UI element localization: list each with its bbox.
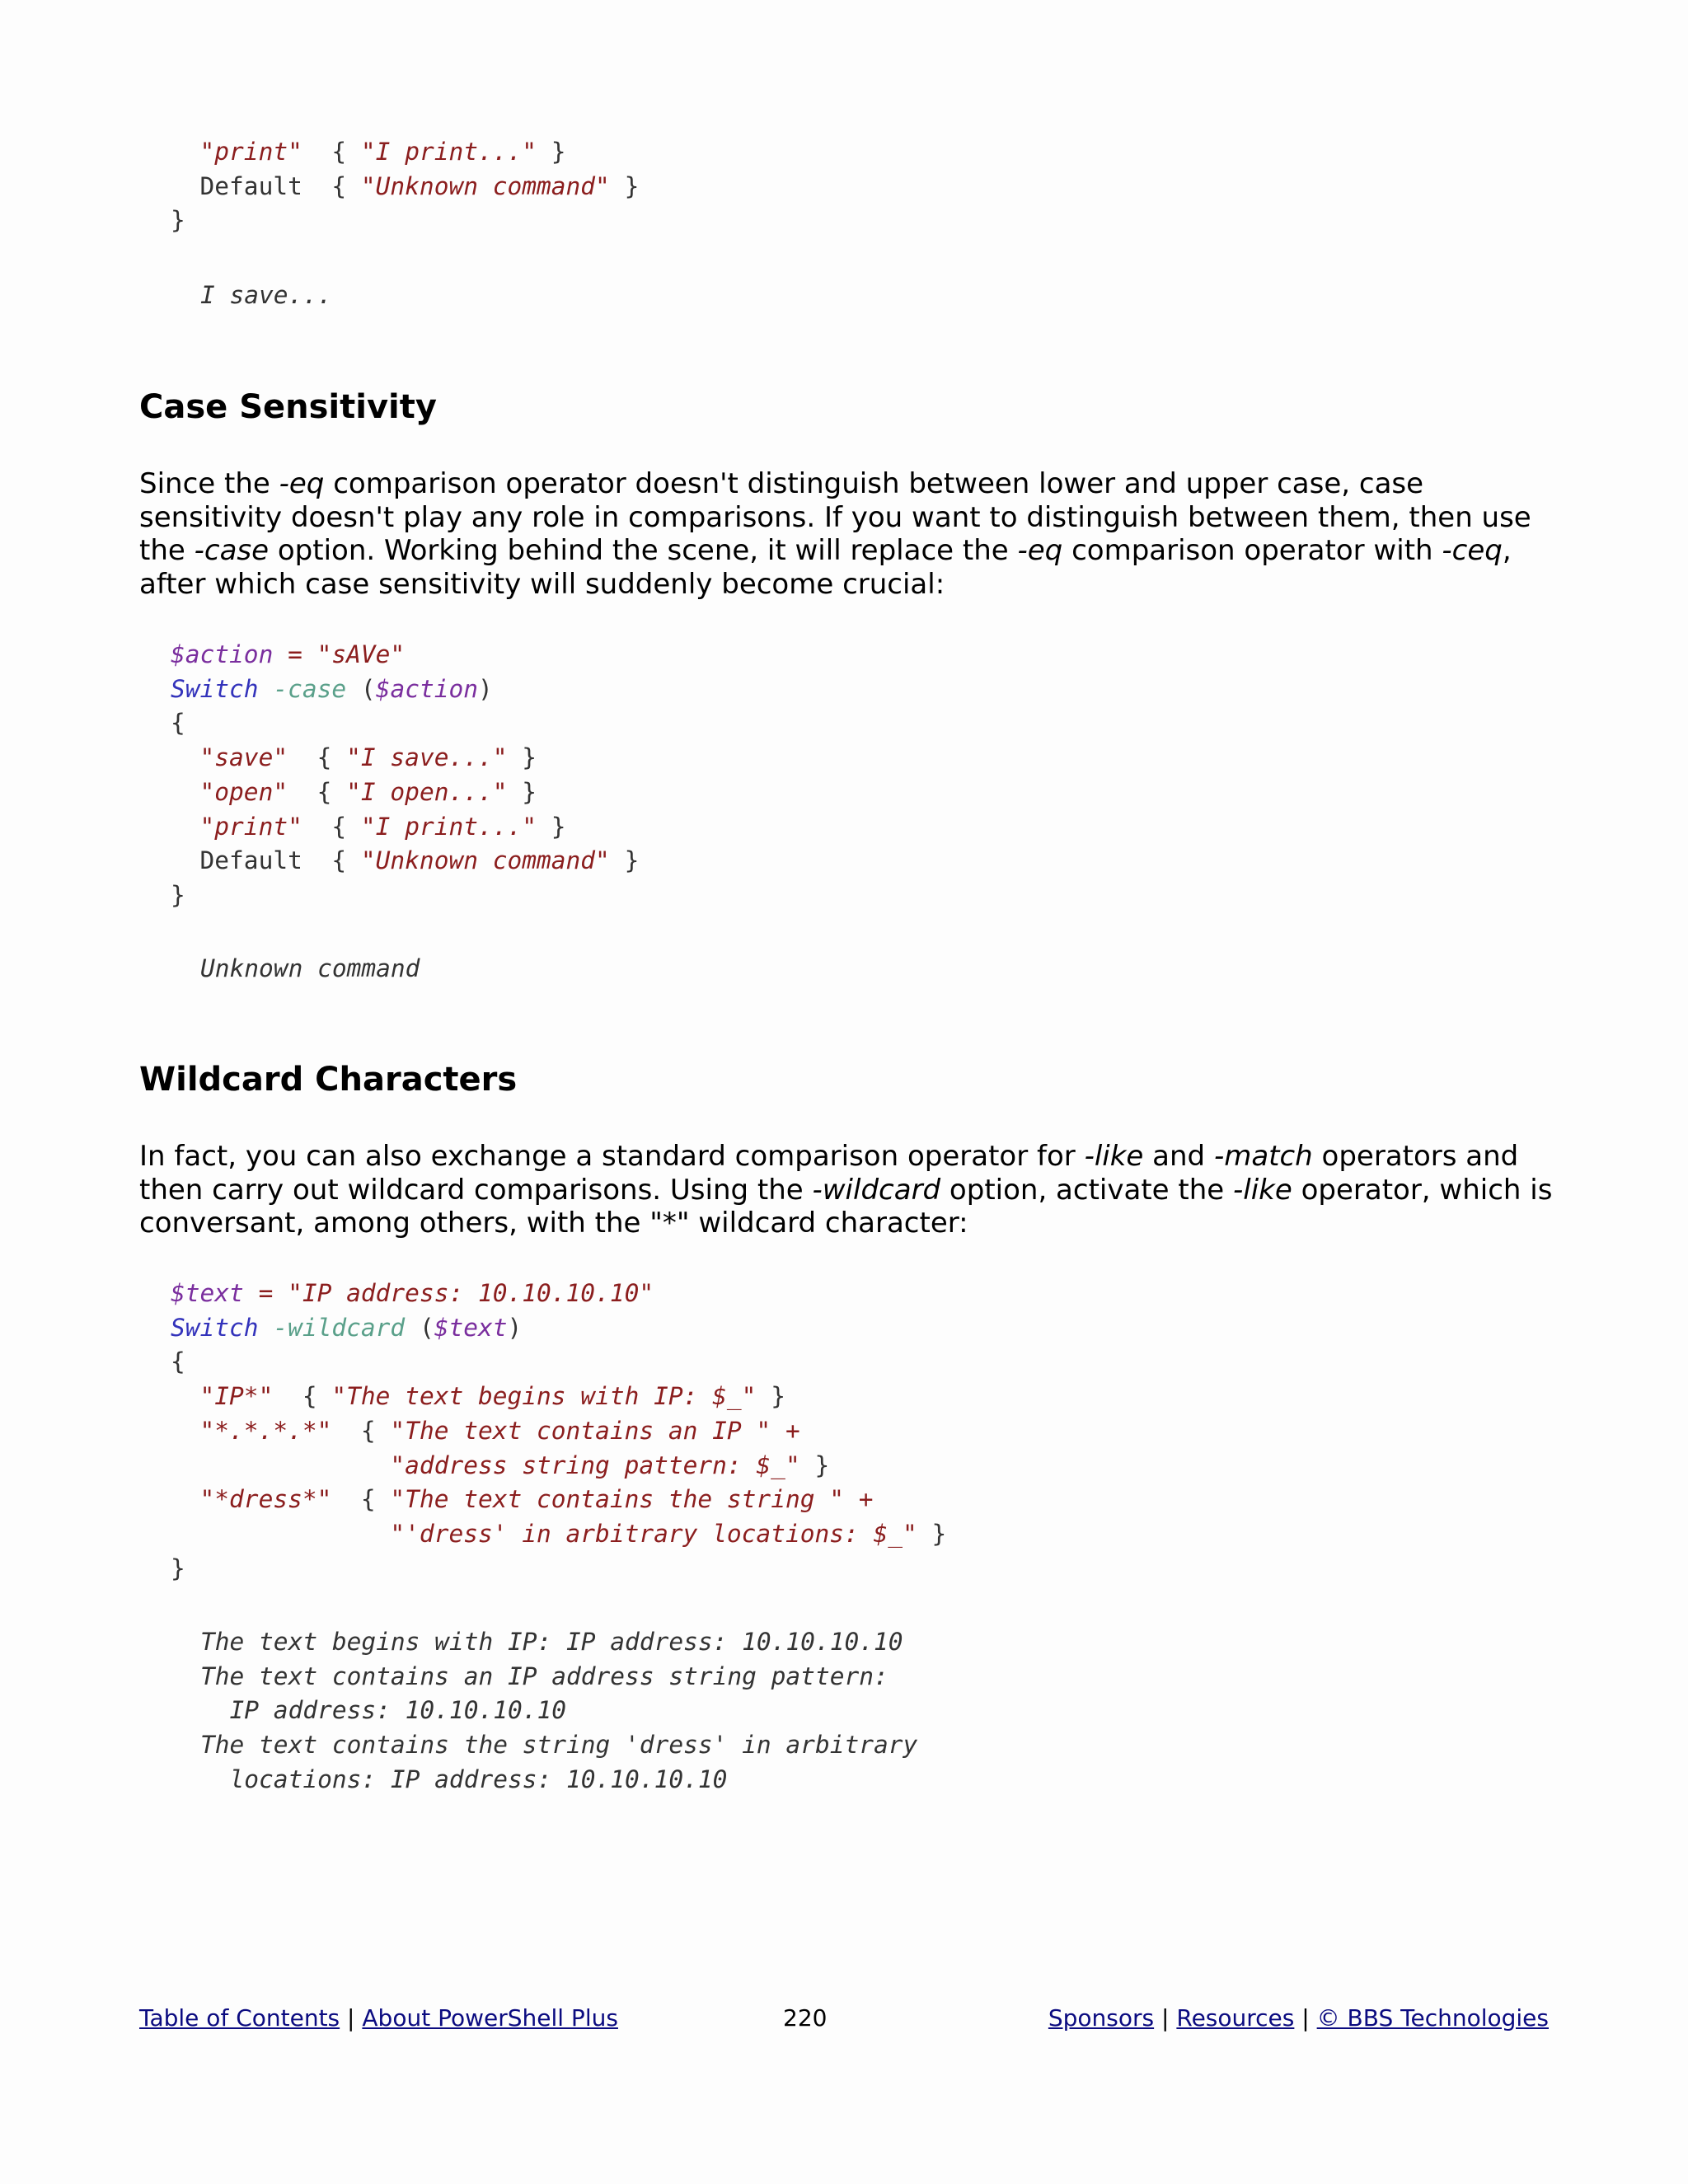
code-token: { bbox=[331, 1416, 391, 1445]
code-token: = "IP address: 10.10.10.10" bbox=[243, 1279, 654, 1307]
code-line bbox=[171, 1347, 185, 1376]
code-line bbox=[171, 1485, 874, 1513]
footer-separator: | bbox=[1161, 2004, 1170, 2032]
italic-term: -case bbox=[194, 534, 270, 567]
output-line: I save... bbox=[200, 281, 332, 309]
code-block-case bbox=[171, 638, 639, 913]
code-line bbox=[171, 1314, 522, 1342]
code-block-top bbox=[171, 135, 639, 238]
about-powershell-plus-link[interactable]: About PowerShell Plus bbox=[362, 2004, 618, 2032]
page-number: 220 bbox=[783, 2004, 828, 2032]
code-line bbox=[171, 1417, 800, 1445]
output-block-3 bbox=[200, 1625, 917, 1797]
code-line bbox=[171, 743, 537, 771]
code-token: "address string pattern: $_" bbox=[171, 1451, 800, 1479]
code-token: "IP*" bbox=[171, 1382, 274, 1411]
footer-separator: | bbox=[1301, 2004, 1310, 2032]
code-token: { bbox=[302, 138, 361, 166]
code-token: } bbox=[171, 880, 185, 909]
code-line bbox=[171, 1279, 654, 1307]
code-token: } bbox=[171, 1554, 185, 1582]
code-token: "Unknown command" bbox=[360, 846, 610, 875]
code-block-wildcard bbox=[171, 1277, 946, 1586]
code-token: Switch bbox=[171, 674, 259, 703]
bbs-technologies-link[interactable]: © BBS Technologies bbox=[1316, 2004, 1549, 2032]
sponsors-link[interactable]: Sponsors bbox=[1048, 2004, 1155, 2032]
footer-separator: | bbox=[347, 2004, 355, 2032]
code-token: { bbox=[302, 812, 361, 841]
code-token: $action bbox=[375, 674, 479, 703]
code-token: } bbox=[799, 1451, 830, 1479]
code-token: ) bbox=[507, 1313, 523, 1342]
code-token: "'dress' in arbitrary locations: $_" bbox=[171, 1519, 917, 1548]
code-line bbox=[171, 1554, 185, 1582]
code-token: "save" bbox=[171, 743, 288, 772]
code-token: } bbox=[507, 743, 537, 772]
code-token: { bbox=[288, 777, 347, 806]
code-line bbox=[171, 640, 405, 668]
italic-term: -eq bbox=[1017, 534, 1063, 567]
code-token: } bbox=[507, 777, 537, 806]
code-token: } bbox=[609, 171, 640, 200]
code-line bbox=[171, 846, 639, 874]
code-token: } bbox=[917, 1519, 947, 1548]
output-line: locations: IP address: 10.10.10.10 bbox=[200, 1765, 728, 1793]
code-line bbox=[171, 1382, 785, 1410]
footer-right-links bbox=[1048, 2004, 1549, 2032]
code-token bbox=[259, 1314, 274, 1342]
code-token: "*.*.*.*" bbox=[171, 1416, 332, 1445]
code-token: "Unknown command" bbox=[360, 171, 610, 200]
italic-term: -match bbox=[1213, 1140, 1313, 1173]
code-token: "I print..." bbox=[360, 138, 537, 166]
code-token: { bbox=[273, 1382, 332, 1411]
code-token: $text bbox=[171, 1279, 244, 1307]
paragraph-wildcard: In fact, you can also exchange a standard comparison operator for -like and -match operators and then carry out wildcard comparisons. Using the -wildcard option, activate the -like operator, which is conversant, among others, with the "*" wildcard character: bbox=[139, 1140, 1553, 1240]
code-token: "I save..." bbox=[346, 743, 508, 772]
code-token: { bbox=[171, 1347, 185, 1376]
code-line bbox=[171, 675, 493, 703]
table-of-contents-link[interactable]: Table of Contents bbox=[139, 2004, 340, 2032]
code-token: $text bbox=[434, 1313, 508, 1342]
code-line bbox=[171, 778, 537, 806]
code-token: } bbox=[537, 138, 566, 166]
code-line bbox=[171, 138, 566, 166]
code-token: ( bbox=[405, 1313, 434, 1342]
footer-left-links bbox=[139, 2004, 618, 2032]
code-token: Default { bbox=[171, 171, 361, 200]
code-token: } bbox=[537, 812, 566, 841]
resources-link[interactable]: Resources bbox=[1176, 2004, 1295, 2032]
code-token: "print" bbox=[171, 138, 302, 166]
code-token: "print" bbox=[171, 812, 302, 841]
output-block-1 bbox=[200, 279, 332, 313]
code-line bbox=[171, 206, 185, 234]
code-line bbox=[171, 813, 566, 841]
code-token: Switch bbox=[171, 1313, 259, 1342]
code-token: "The text contains an IP " + bbox=[390, 1416, 800, 1445]
output-line: Unknown command bbox=[200, 954, 420, 982]
italic-term: -ceq bbox=[1442, 534, 1503, 567]
code-token bbox=[259, 675, 274, 703]
output-line: The text contains the string 'dress' in arbitrary bbox=[200, 1731, 918, 1760]
code-line bbox=[171, 1451, 829, 1479]
output-line: The text contains an IP address string pattern: bbox=[200, 1661, 889, 1690]
code-token: "open" bbox=[171, 777, 288, 806]
code-token: ) bbox=[478, 674, 493, 703]
code-token: Default { bbox=[171, 846, 361, 875]
code-token: "I print..." bbox=[360, 812, 537, 841]
code-token: "I open..." bbox=[346, 777, 508, 806]
code-token: } bbox=[609, 846, 640, 875]
output-line: IP address: 10.10.10.10 bbox=[200, 1696, 567, 1725]
code-token: { bbox=[288, 743, 347, 772]
code-token: { bbox=[171, 709, 185, 738]
code-token: $action bbox=[171, 640, 274, 668]
code-token: ( bbox=[346, 674, 376, 703]
code-token: "*dress*" bbox=[171, 1485, 332, 1514]
output-block-2 bbox=[200, 952, 420, 987]
code-token: = "sAVe" bbox=[273, 640, 406, 668]
output-line: The text begins with IP: IP address: 10.10.10.10 bbox=[200, 1628, 903, 1656]
code-token: -wildcard bbox=[273, 1313, 406, 1342]
code-token: } bbox=[171, 206, 185, 235]
code-line bbox=[171, 881, 185, 909]
code-line bbox=[171, 1520, 946, 1548]
italic-term: -like bbox=[1232, 1173, 1292, 1207]
italic-term: -eq bbox=[279, 467, 325, 500]
paragraph-case-sensitivity: Since the -eq comparison operator doesn't distinguish between lower and upper case, case sensitivity doesn't play any role in comparisons. If you want to distinguish between them, then use the -case option. Working behind the scene, it will replace the -eq comparison operator with -ceq, after which case sensitivity will suddenly become crucial: bbox=[139, 467, 1531, 601]
italic-term: -wildcard bbox=[812, 1173, 941, 1207]
code-token: } bbox=[756, 1382, 785, 1411]
code-token: -case bbox=[273, 674, 347, 703]
code-line bbox=[171, 172, 639, 200]
code-token: { bbox=[331, 1485, 391, 1514]
code-token: "The text contains the string " + bbox=[390, 1485, 874, 1514]
heading-case-sensitivity: Case Sensitivity bbox=[139, 388, 437, 426]
code-token: "The text begins with IP: $_" bbox=[331, 1382, 757, 1411]
heading-wildcard-characters: Wildcard Characters bbox=[139, 1061, 518, 1099]
code-line bbox=[171, 709, 185, 737]
italic-term: -like bbox=[1084, 1140, 1144, 1173]
